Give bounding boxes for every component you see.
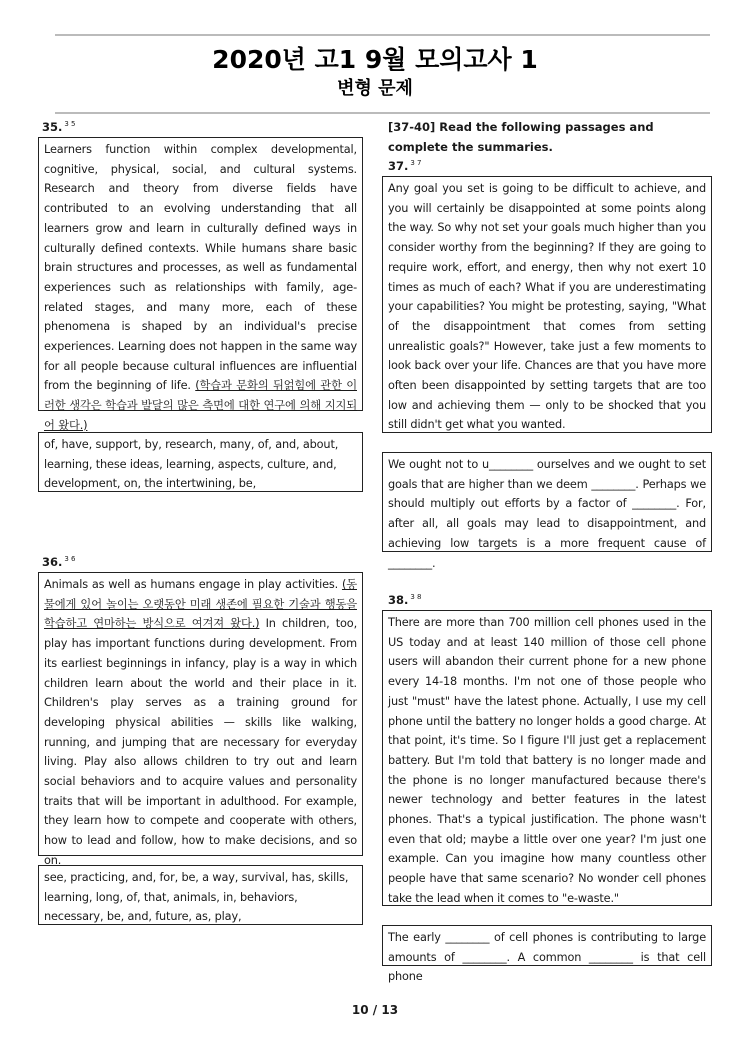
top-rule — [55, 34, 710, 36]
question-35-number — [42, 120, 76, 134]
question-sup: 3 8 — [410, 593, 422, 602]
question-sup: 3 6 — [64, 555, 76, 564]
question-38-passage: There are more than 700 million cell phones used in the US today and at least 140 million of those cell phone users will abandon their current phone for a new phone every 14-18 months. I'm not one of those people who just "must" have the latest phone. Actually, I use my cell phone until the battery no longer holds a good charge. At that point, it's time. So I figure I'll just get a replacement battery. But I'm told that battery is no longer made and the phone is no longer manufactured because there's newer technology and better features in the latest phones. That's a typical justification. The phone wasn't even that old; maybe a little over one year? I'm just one example. Can you imagine how many countless other people have that same scenario? No wonder cell phones take the lead when it comes to "e-waste." — [382, 610, 712, 906]
question-35-word-bank: of, have, support, by, research, many, of, and, about, learning, these ideas, learning, aspects, culture, and, development, on, the intertwining, be, — [38, 432, 363, 492]
question-38-number — [388, 593, 422, 607]
question-sup: 3 5 — [64, 120, 76, 129]
question-number: 36. — [42, 555, 63, 569]
section-instructions: [37-40] Read the following passages and complete the summaries. — [388, 120, 654, 154]
question-38-summary: The early ________ of cell phones is contributing to large amounts of ________. A common ________ is that cell phone — [382, 925, 712, 966]
korean-translation: (동물에게 있어 놀이는 오랫동안 미래 생존에 필요한 기술과 행동을 학습하고 연마하는 방식으로 여겨져 왔다.) — [44, 578, 357, 631]
question-36-number — [42, 555, 76, 569]
question-sup: 3 7 — [410, 159, 422, 168]
question-37-number — [388, 159, 422, 173]
question-36-word-bank: see, practicing, and, for, be, a way, survival, has, skills, learning, long, of, that, animals, in, behaviors, necessary, be, and, future, as, play, — [38, 865, 363, 925]
question-36-passage — [38, 572, 363, 867]
question-35-passage — [38, 137, 363, 432]
page-number: 10 / 13 — [351, 1003, 399, 1017]
question-number: 38. — [388, 593, 409, 607]
page-title: 2020년 고1 9월 모의고사 1 — [212, 45, 538, 74]
question-37-passage: Any goal you set is going to be difficult to achieve, and you will certainly be disappointed at some points along the way. So why not set your goals much higher than you consider worthy from the beginning? If they are going to require work, effort, and energy, then why not exert 10 times as much of each? What if you are underestimating your capabilities? You might be protesting, saying, "What of the disappointment that comes from setting unrealistic goals?" However, take just a few moments to look back over your life. Chances are that you have more often been disappointed by setting targets that are too low and achieving them — only to be shocked that you still didn't get what you wanted. — [382, 176, 712, 433]
page-subtitle: 변형 문제 — [337, 78, 413, 99]
question-number: 35. — [42, 120, 63, 134]
question-number: 37. — [388, 159, 409, 173]
header-rule — [55, 112, 710, 114]
passage-text: In children, too, play has important functions during development. From its earliest beginnings in infancy, play is a way in which children learn about the world and their place in it. Children's play serves as a training ground for developing physical abilities — skills like walking, running, and jumping that are necessary for everyday living. Play also allows children to try out and learn social behaviors and to acquire values and personality traits that will be important in adulthood. For example, they learn how to compete and cooperate with others, how to lead and follow, how to make decisions, and so on. — [44, 617, 358, 867]
passage-text: Learners function within complex developmental, cognitive, physical, social, and cultural systems. Research and theory from diverse fields have contributed to an evolving understanding that all learners grow and learn in culturally defined ways in culturally defined contexts. While humans share basic brain structures and processes, as well as fundamental experiences such as relationships with family, age-related stages, and many more, each of these phenomena is shaped by an individual's precise experiences. Learning does not happen in the same way for all people because cultural influences are influential from the beginning of life. — [44, 143, 357, 393]
question-37-summary: We ought not to u________ ourselves and we ought to set goals that are higher than we deem ________. Perhaps we should multiply out efforts by a factor of ________. For, after all, all goals may lead to disappointment, and achieving low targets is a more frequent cause of ________. — [382, 452, 712, 552]
passage-text: Animals as well as humans engage in play activities. — [44, 578, 342, 591]
korean-translation: (학습과 문화의 뒤얽힘에 관한 이러한 생각은 학습과 발달의 많은 측면에 대한 연구에 의해 지지되어 왔다.) — [44, 379, 357, 432]
